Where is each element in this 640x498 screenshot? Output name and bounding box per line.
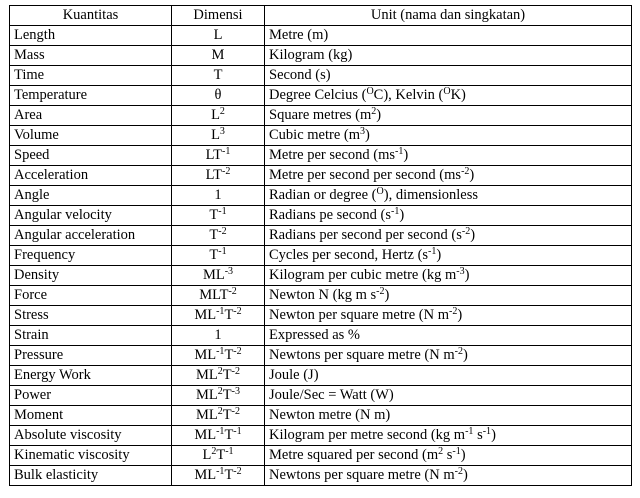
quantity-cell: Force: [10, 286, 172, 306]
superscript: -1: [395, 146, 404, 157]
superscript: -2: [222, 166, 231, 177]
header-unit: Unit (nama dan singkatan): [265, 6, 632, 26]
superscript: -2: [233, 306, 242, 317]
quantity-cell: Length: [10, 26, 172, 46]
table-row: [10, 466, 632, 486]
table-row: [10, 166, 632, 186]
quantity-cell: Angular acceleration: [10, 226, 172, 246]
superscript: -2: [448, 306, 458, 317]
quantity-cell: Strain: [10, 326, 172, 346]
unit-cell: Radians per second per second $(s^{-2})$: [265, 226, 632, 246]
quantity-cell: Kinematic viscosity: [10, 446, 172, 466]
superscript: 2: [371, 106, 377, 117]
quantity-cell: Stress: [10, 306, 172, 326]
quantity-cell: Bulk elasticity: [10, 466, 172, 486]
superscript: -1: [216, 426, 225, 437]
superscript: -3: [231, 386, 240, 397]
quantity-cell: Absolute viscosity: [10, 426, 172, 446]
dimension-cell: $ML^2T^{-2}$: [172, 406, 265, 426]
superscript: -1: [452, 446, 461, 457]
table-row: [10, 206, 632, 226]
superscript: -1: [218, 246, 227, 257]
table-row: [10, 266, 632, 286]
superscript: -1: [222, 146, 231, 157]
dimension-cell: $L^2T^{-1}$: [172, 446, 265, 466]
superscript: -2: [461, 166, 470, 177]
superscript: -2: [233, 466, 242, 477]
quantity-cell: Time: [10, 66, 172, 86]
quantity-cell: Acceleration: [10, 166, 172, 186]
dimension-cell: θ: [172, 86, 265, 106]
dimension-cell: $T^{-1}$: [172, 246, 265, 266]
header-quantity: Kuantitas: [10, 6, 172, 26]
unit-cell: Cycles per second, Hertz $(s^{-1})$: [265, 246, 632, 266]
quantity-cell: Pressure: [10, 346, 172, 366]
units-table: [9, 5, 632, 486]
superscript: -2: [231, 406, 240, 417]
superscript: O: [366, 86, 374, 97]
unit-cell: Metre (m): [265, 26, 632, 46]
unit-cell: Metre per second per second $(ms^{-2})$: [265, 166, 632, 186]
quantity-cell: Volume: [10, 126, 172, 146]
superscript: -1: [482, 426, 492, 437]
table-row: [10, 446, 632, 466]
table-row: [10, 226, 632, 246]
superscript: -2: [454, 466, 463, 477]
unit-cell: Second (s): [265, 66, 632, 86]
quantity-cell: Energy Work: [10, 366, 172, 386]
superscript: -3: [224, 266, 234, 277]
quantity-cell: Area: [10, 106, 172, 126]
superscript: -2: [228, 286, 237, 297]
table-row: [10, 406, 632, 426]
superscript: -1: [218, 206, 227, 217]
unit-cell: Newtons per square metre (N $m^{-2}$): [265, 346, 632, 366]
superscript: -2: [231, 366, 240, 377]
unit-cell: Joule/Sec = Watt (W): [265, 386, 632, 406]
dimension-cell: $ML^2T^{-3}$: [172, 386, 265, 406]
quantity-cell: Density: [10, 266, 172, 286]
superscript: -1: [428, 246, 437, 257]
unit-cell: Metre squared per second ($m^2$ $s^{-1}$): [265, 446, 632, 466]
superscript: -1: [233, 426, 242, 437]
table-row: [10, 306, 632, 326]
table-row: [10, 186, 632, 206]
superscript: -3: [456, 266, 465, 277]
superscript: -1: [225, 446, 234, 457]
dimension-cell: 1: [172, 326, 265, 346]
table-row: [10, 66, 632, 86]
dimension-cell: T: [172, 66, 265, 86]
table-row: [10, 286, 632, 306]
superscript: 3: [219, 126, 225, 137]
dimension-cell: $ML^2T^{-2}$: [172, 366, 265, 386]
dimension-cell: $L^2$: [172, 106, 265, 126]
header-dimension: Dimensi: [172, 6, 265, 26]
table-row: [10, 46, 632, 66]
quantity-cell: Angular velocity: [10, 206, 172, 226]
unit-cell: Kilogram (kg): [265, 46, 632, 66]
superscript: -1: [216, 346, 225, 357]
superscript: -1: [391, 206, 400, 217]
unit-cell: Newton N (kg m $s^{-2}$): [265, 286, 632, 306]
unit-cell: Kilogram per metre second (kg $m^{-1}$ $s^{-1}$): [265, 426, 632, 446]
table-row: [10, 26, 632, 46]
unit-cell: Newtons per square metre (N $m^{-2}$): [265, 466, 632, 486]
superscript: 2: [438, 446, 444, 457]
quantity-cell: Temperature: [10, 86, 172, 106]
superscript: 2: [217, 406, 223, 417]
unit-cell: Joule (J): [265, 366, 632, 386]
superscript: -2: [233, 346, 242, 357]
quantity-cell: Mass: [10, 46, 172, 66]
dimension-cell: $MLT^{-2}$: [172, 286, 265, 306]
table-body: [10, 26, 632, 486]
superscript: 2: [211, 446, 217, 457]
superscript: 2: [219, 106, 225, 117]
unit-cell: Radian or degree ($^O$), dimensionless: [265, 186, 632, 206]
table-row: [10, 326, 632, 346]
unit-cell: Degree Celcius ($^O$C), Kelvin ($^O$K): [265, 86, 632, 106]
unit-cell: Metre per second $(ms^{-1})$: [265, 146, 632, 166]
superscript: -2: [461, 226, 471, 237]
superscript: 3: [360, 126, 366, 137]
dimension-cell: $T^{-1}$: [172, 206, 265, 226]
quantity-cell: Speed: [10, 146, 172, 166]
table-row: [10, 386, 632, 406]
dimension-cell: $ML^{-3}$: [172, 266, 265, 286]
superscript: -1: [465, 426, 474, 437]
table-row: [10, 366, 632, 386]
unit-cell: Kilogram per cubic metre (kg $m^{-3}$): [265, 266, 632, 286]
table-row: [10, 126, 632, 146]
dimension-cell: $T^{-2}$: [172, 226, 265, 246]
unit-cell: Radians pe second $(s^{-1})$: [265, 206, 632, 226]
dimension-cell: 1: [172, 186, 265, 206]
quantity-cell: Frequency: [10, 246, 172, 266]
superscript: -2: [218, 226, 227, 237]
dimension-cell: $ML^{-1}T^{-2}$: [172, 346, 265, 366]
dimension-cell: $L^3$: [172, 126, 265, 146]
unit-cell: Newton metre (N m): [265, 406, 632, 426]
table-row: [10, 246, 632, 266]
superscript: -2: [454, 346, 463, 357]
superscript: 2: [217, 386, 223, 397]
header-row: [10, 6, 632, 26]
dimension-cell: $ML^{-1}T^{-2}$: [172, 466, 265, 486]
table-row: [10, 146, 632, 166]
table-row: [10, 346, 632, 366]
unit-cell: Expressed as %: [265, 326, 632, 346]
superscript: -1: [216, 466, 225, 477]
table-row: [10, 426, 632, 446]
unit-cell: Cubic metre $(m^3)$: [265, 126, 632, 146]
superscript: O: [376, 186, 384, 197]
unit-cell: Square metres $(m^2)$: [265, 106, 632, 126]
dimension-cell: $ML^{-1}T^{-2}$: [172, 306, 265, 326]
table-row: [10, 86, 632, 106]
quantity-cell: Power: [10, 386, 172, 406]
dimension-cell: $LT^{-2}$: [172, 166, 265, 186]
quantity-cell: Moment: [10, 406, 172, 426]
superscript: -2: [376, 286, 385, 297]
superscript: 2: [217, 366, 223, 377]
dimension-cell: $LT^{-1}$: [172, 146, 265, 166]
dimension-cell: L: [172, 26, 265, 46]
quantity-cell: Angle: [10, 186, 172, 206]
dimension-cell: $ML^{-1}T^{-1}$: [172, 426, 265, 446]
table-row: [10, 106, 632, 126]
superscript: -1: [216, 306, 225, 317]
superscript: O: [443, 86, 451, 97]
unit-cell: Newton per square metre (N $m^{-2}$): [265, 306, 632, 326]
dimension-cell: M: [172, 46, 265, 66]
